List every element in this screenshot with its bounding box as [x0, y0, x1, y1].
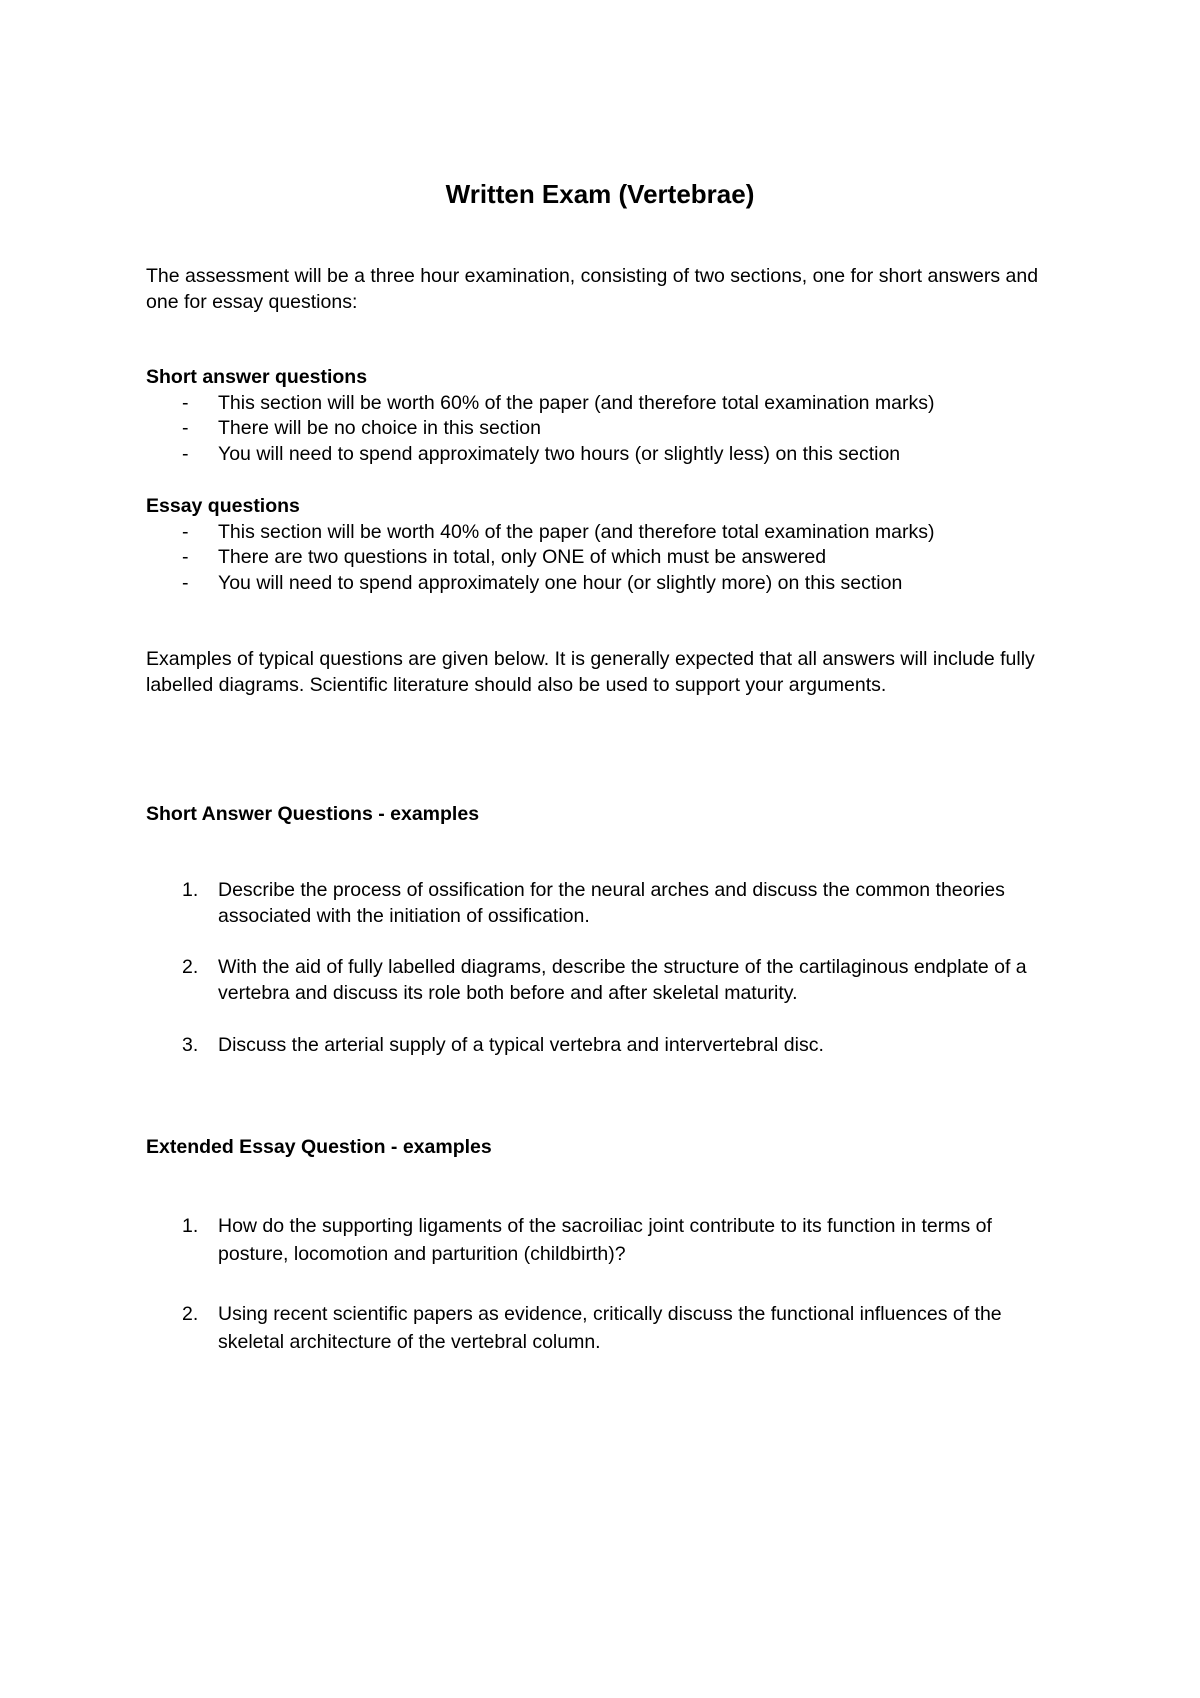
bullet-item — [146, 442, 1066, 468]
bullet-text: This section will be worth 60% of the paper (and therefore total examination marks) — [218, 391, 935, 414]
bullet-list — [146, 520, 1066, 597]
bullet-item — [146, 520, 1066, 546]
document-title: Written Exam (Vertebrae) — [445, 179, 755, 209]
short-answer-section — [146, 365, 1066, 467]
question-item — [146, 1033, 1066, 1059]
bullet-item — [146, 545, 1066, 571]
question-item — [146, 1212, 1066, 1268]
intro-paragraph: The assessment will be a three hour examination, consisting of two sections, one for short answers and one for essay questions: — [146, 265, 1039, 313]
short-answer-examples-heading: Short Answer Questions - examples — [146, 803, 480, 825]
section-heading: Short answer questions — [146, 366, 368, 388]
dash-marker: - — [182, 442, 189, 465]
question-number: 1. — [182, 1215, 199, 1237]
bullet-item — [146, 571, 1066, 597]
bullet-list — [146, 391, 1066, 468]
question-text: Using recent scientific papers as evidence, critically discuss the functional influences of the skeletal architecture of the vertebral column. — [218, 1303, 1002, 1353]
bullet-text: There will be no choice in this section — [218, 417, 541, 439]
question-item — [146, 1300, 1066, 1356]
bullet-text: You will need to spend approximately two hours (or slightly less) on this section — [218, 442, 901, 465]
bullet-item — [146, 391, 1066, 417]
dash-marker: - — [182, 391, 189, 414]
question-text: Discuss the arterial supply of a typical vertebra and intervertebral disc. — [218, 1034, 824, 1056]
section-heading: Essay questions — [146, 495, 300, 517]
dash-marker: - — [182, 417, 189, 439]
bullet-text: This section will be worth 40% of the paper (and therefore total examination marks) — [218, 520, 935, 543]
question-text: How do the supporting ligaments of the sacroiliac joint contribute to its function in terms of posture, locomotion and parturition (childbirth)? — [218, 1215, 992, 1265]
question-number: 1. — [182, 879, 199, 901]
question-text: Describe the process of ossification for the neural arches and discuss the common theories associated with the initiation of ossification. — [218, 879, 1005, 927]
dash-marker: - — [182, 546, 189, 568]
bullet-text: You will need to spend approximately one hour (or slightly more) on this section — [218, 571, 903, 594]
essay-section — [146, 494, 1066, 596]
question-text: With the aid of fully labelled diagrams, describe the structure of the cartilaginous endplate of a vertebra and discuss its role both before and after skeletal maturity. — [218, 956, 1027, 1004]
essay-examples-heading: Extended Essay Question - examples — [146, 1136, 492, 1158]
question-number: 3. — [182, 1034, 199, 1056]
question-item — [146, 878, 1066, 929]
question-number: 2. — [182, 1303, 199, 1325]
bullet-item — [146, 416, 1066, 442]
question-number: 2. — [182, 956, 199, 978]
dash-marker: - — [182, 520, 189, 543]
examples-intro-paragraph: Examples of typical questions are given below. It is generally expected that all answers will include fully labelled diagrams. Scientific literature should also be used to support your arguments. — [146, 648, 1035, 696]
dash-marker: - — [182, 571, 189, 594]
bullet-text: There are two questions in total, only ONE of which must be answered — [218, 546, 827, 568]
question-item — [146, 955, 1066, 1006]
